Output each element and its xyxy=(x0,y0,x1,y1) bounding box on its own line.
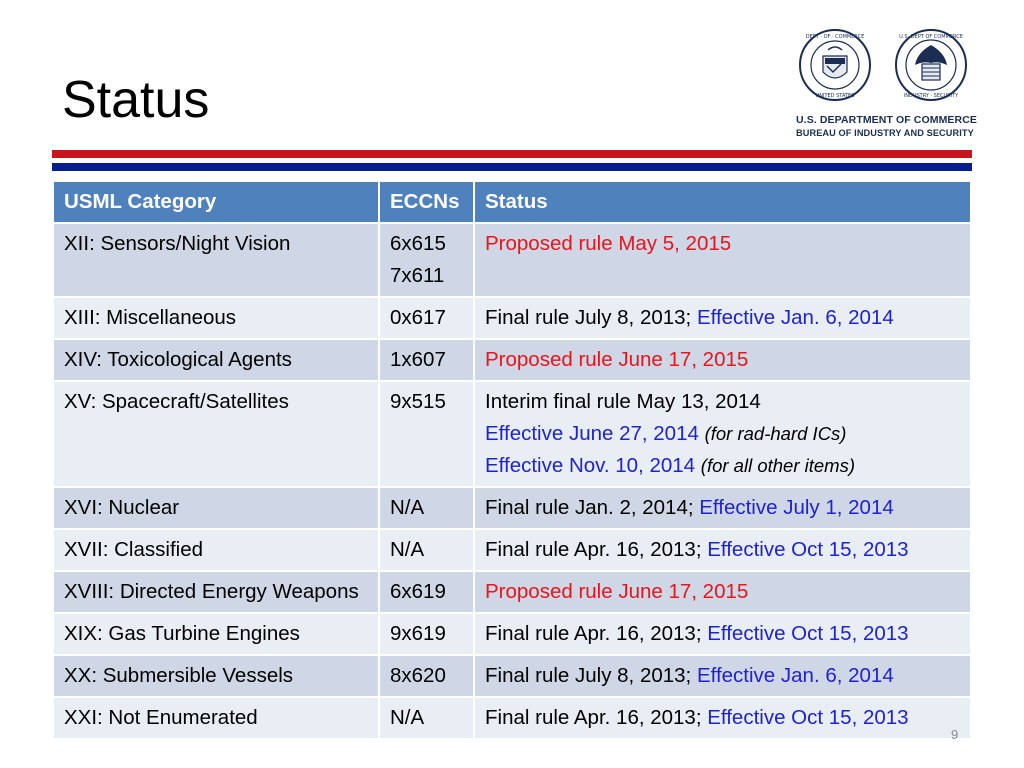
status-effective: Effective Oct 15, 2013 xyxy=(707,706,909,729)
status-final: Final rule Apr. 16, 2013; xyxy=(485,538,708,561)
status-proposed: Proposed rule May 5, 2015 xyxy=(485,232,732,255)
cell-status xyxy=(474,339,971,381)
cell-status xyxy=(474,655,971,697)
cell-status xyxy=(474,223,971,297)
svg-text:U.S. DEPT OF COMMERCE: U.S. DEPT OF COMMERCE xyxy=(899,34,963,40)
cell-status xyxy=(474,613,971,655)
svg-text:UNITED STATES: UNITED STATES xyxy=(815,93,855,99)
cell-category: XX: Submersible Vessels xyxy=(53,655,379,697)
status-proposed: Proposed rule June 17, 2015 xyxy=(485,580,749,603)
cell-eccn: 9x515 xyxy=(379,381,474,487)
table-row xyxy=(53,297,971,339)
header-status: Status xyxy=(474,181,971,223)
divider-blue xyxy=(52,163,972,171)
cell-eccn: 6x619 xyxy=(379,571,474,613)
status-effective-line xyxy=(485,450,960,482)
status-final: Final rule July 8, 2013; xyxy=(485,306,697,329)
cell-eccn: 8x620 xyxy=(379,655,474,697)
cell-category: XV: Spacecraft/Satellites xyxy=(53,381,379,487)
slide-title: Status xyxy=(62,71,210,129)
cell-category: XXI: Not Enumerated xyxy=(53,697,379,739)
status-effective-line xyxy=(485,418,960,450)
cell-eccn: 9x619 xyxy=(379,613,474,655)
eccn-value: 6x615 xyxy=(390,232,446,255)
cell-status xyxy=(474,697,971,739)
table-row xyxy=(53,697,971,739)
status-final: Final rule July 8, 2013; xyxy=(485,664,697,687)
cell-eccn: 0x617 xyxy=(379,297,474,339)
cell-category: XIV: Toxicological Agents xyxy=(53,339,379,381)
table-row xyxy=(53,571,971,613)
cell-eccn: 1x607 xyxy=(379,339,474,381)
cell-eccn: N/A xyxy=(379,697,474,739)
status-effective: Effective Oct 15, 2013 xyxy=(707,538,909,561)
cell-status xyxy=(474,571,971,613)
cell-category: XVII: Classified xyxy=(53,529,379,571)
cell-eccn: N/A xyxy=(379,529,474,571)
status-final: Final rule Jan. 2, 2014; xyxy=(485,496,700,519)
doc-logo xyxy=(796,28,978,146)
status-effective: Effective Jan. 6, 2014 xyxy=(696,306,894,329)
cell-category: XIII: Miscellaneous xyxy=(53,297,379,339)
status-note: (for all other items) xyxy=(700,455,855,476)
table-row xyxy=(53,223,971,297)
header-usml-category: USML Category xyxy=(53,181,379,223)
cell-status xyxy=(474,297,971,339)
page-number: 9 xyxy=(951,727,959,742)
status-effective: Effective Oct 15, 2013 xyxy=(707,622,909,645)
status-table xyxy=(52,180,972,740)
status-note: (for rad-hard ICs) xyxy=(704,423,847,444)
status-final: Final rule Apr. 16, 2013; xyxy=(485,622,708,645)
status-final: Final rule Apr. 16, 2013; xyxy=(485,706,708,729)
cell-eccn: N/A xyxy=(379,487,474,529)
table-row xyxy=(53,339,971,381)
cell-category: XVIII: Directed Energy Weapons xyxy=(53,571,379,613)
cell-eccn xyxy=(379,223,474,297)
cell-status xyxy=(474,529,971,571)
eccn-value: 7x611 xyxy=(390,264,445,287)
department-seal-icon xyxy=(798,28,872,102)
cell-category: XII: Sensors/Night Vision xyxy=(53,223,379,297)
svg-text:DEPT · OF · COMMERCE: DEPT · OF · COMMERCE xyxy=(805,34,865,40)
table-row xyxy=(53,529,971,571)
dept-name: U.S. DEPARTMENT OF COMMERCE xyxy=(796,114,978,126)
cell-category: XVI: Nuclear xyxy=(53,487,379,529)
table-row xyxy=(53,487,971,529)
status-effective: Effective June 27, 2014 xyxy=(485,422,699,445)
bureau-name: BUREAU OF INDUSTRY AND SECURITY xyxy=(796,128,974,138)
table-row xyxy=(53,613,971,655)
status-effective: Effective Nov. 10, 2014 xyxy=(485,454,696,477)
cell-category: XIX: Gas Turbine Engines xyxy=(53,613,379,655)
table-row xyxy=(53,655,971,697)
table-header-row xyxy=(53,181,971,223)
cell-status xyxy=(474,487,971,529)
header-eccns: ECCNs xyxy=(379,181,474,223)
bis-seal-icon xyxy=(894,28,968,102)
status-effective: Effective July 1, 2014 xyxy=(699,496,894,519)
status-proposed: Proposed rule June 17, 2015 xyxy=(485,348,749,371)
table-row xyxy=(53,381,971,487)
status-effective: Effective Jan. 6, 2014 xyxy=(696,664,894,687)
cell-status xyxy=(474,381,971,487)
status-interim: Interim final rule May 13, 2014 xyxy=(485,390,761,413)
svg-text:INDUSTRY · SECURITY: INDUSTRY · SECURITY xyxy=(903,93,959,99)
divider-red xyxy=(52,150,972,158)
